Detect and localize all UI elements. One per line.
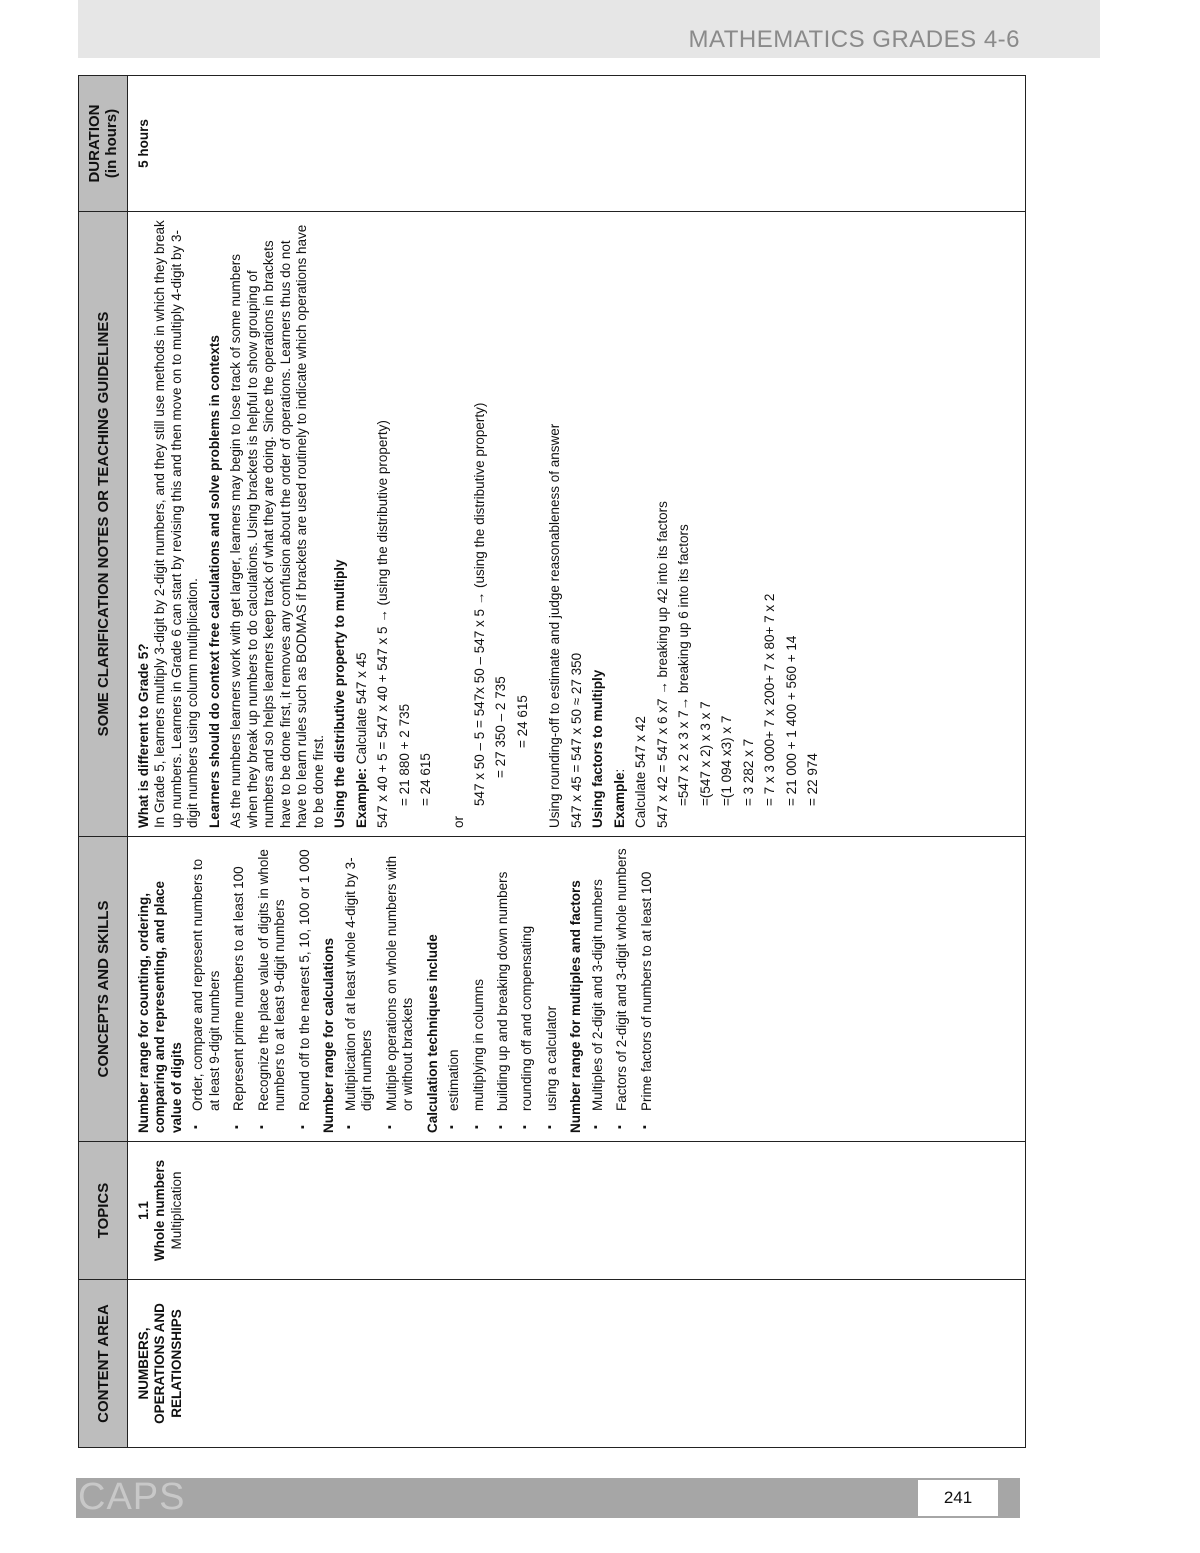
list-item: ▪ rounding off and compensating bbox=[519, 845, 535, 1133]
list-item: ▪ Multiple operations on whole numbers with or without brackets bbox=[384, 845, 417, 1133]
list-item: ▪ Prime factors of numbers to at least 100 bbox=[639, 845, 655, 1133]
header-duration-line1: DURATION bbox=[86, 104, 103, 183]
rotated-page-content bbox=[78, 76, 1026, 1448]
table-row bbox=[128, 76, 1026, 1448]
calc-line: = 7 x 3 000+ 7 x 200+ 7 x 80+ 7 x 2 bbox=[762, 593, 778, 806]
calc-line: = 21 880 + 2 735 bbox=[396, 703, 412, 806]
header-notes: SOME CLARIFICATION NOTES OR TEACHING GUIDELINES bbox=[79, 212, 128, 837]
calc-line: =547 x 2 x 3 x 7→ breaking up 6 into its factors bbox=[676, 524, 692, 806]
notes-paragraph-4: 547 x 45 = 547 x 50 ≈ 27 350 bbox=[568, 652, 584, 828]
page-number: 241 bbox=[918, 1480, 998, 1516]
example-label: Example: bbox=[353, 767, 369, 828]
list-item: ▪ Round off to the nearest 5, 10, 100 or 1 000 bbox=[297, 845, 313, 1133]
calc-line: = 24 615 bbox=[418, 753, 434, 806]
calc-line: = 22 974 bbox=[805, 753, 820, 806]
calc-line: =(547 x 2) x 3 x 7 bbox=[697, 701, 713, 806]
topic-cell bbox=[128, 1142, 1026, 1280]
duration-cell bbox=[128, 76, 1026, 212]
concepts-list-4 bbox=[590, 845, 655, 1133]
notes-paragraph-2: As the numbers learners work with get larger, learners may begin to lose track of some numbers when they break up numbers to do calculations. Using brackets is helpful to show grouping of numbers and so helps learners keep track of what they are doing. Since the operations in brackets have to be done first, it removes any confusion about the order of operations. Learners thus do not have to learn rules such as BODMAS if brackets are used routinely to indicate which operations have to be done first. bbox=[228, 224, 326, 828]
calc-line: = 21 000 + 1 400 + 560 + 14 bbox=[783, 635, 799, 806]
calc-line: = 27 350 – 2 735 bbox=[493, 676, 509, 778]
notes-heading-contexts: Learners should do context free calculations and solve problems in contexts bbox=[206, 335, 222, 828]
list-item: ▪ building up and breaking down numbers bbox=[495, 845, 511, 1133]
concepts-heading-4: Number range for multiples and factors bbox=[568, 880, 584, 1133]
footer-bar bbox=[76, 1478, 1020, 1518]
concepts-heading-1: Number range for counting, ordering, comparing and representing, and place value of digits bbox=[136, 880, 184, 1133]
notes-paragraph-3: Using rounding-off to estimate and judge reasonableness of answer bbox=[547, 423, 563, 828]
notes-example-3 bbox=[612, 220, 628, 828]
curriculum-table-wrapper bbox=[78, 76, 1026, 1448]
topic-name: Whole numbers bbox=[152, 1159, 168, 1262]
table-header-row bbox=[79, 76, 128, 1448]
notes-cell bbox=[128, 212, 1026, 837]
header-topics: TOPICS bbox=[79, 1142, 128, 1280]
header-duration-line2: (in hours) bbox=[103, 108, 120, 179]
concepts-list-1 bbox=[190, 845, 313, 1133]
concepts-cell bbox=[128, 837, 1026, 1142]
notes-question: What is different to Grade 5? bbox=[136, 643, 151, 828]
calc-line: = 24 615 bbox=[514, 695, 530, 748]
calc-line: = 3 282 x 7 bbox=[740, 738, 756, 806]
list-item: ▪ Represent prime numbers to at least 100 bbox=[231, 845, 247, 1133]
list-item: ▪ using a calculator bbox=[544, 845, 560, 1133]
notes-paragraph-1: In Grade 5, learners multiply 3-digit by 2-digit numbers, and they still use methods in which they break up numbers. Learners in Grade 6 can start by revising this and then move on to multiply 4-digit by 3-digit numbers using column multiplication. bbox=[152, 220, 201, 828]
calc-line: 547 x 40 + 5 = 547 x 40 + 547 x 5 → (using the distributive property) bbox=[375, 420, 391, 828]
concepts-list-2 bbox=[343, 845, 417, 1133]
list-item: ▪ Order, compare and represent numbers to at least 9-digit numbers bbox=[190, 845, 223, 1133]
topic-sub: Multiplication bbox=[168, 1171, 184, 1250]
list-item: ▪ Multiples of 2-digit and 3-digit numbers bbox=[590, 845, 606, 1133]
content-area-cell bbox=[128, 1280, 1026, 1448]
notes-example-1 bbox=[354, 220, 370, 828]
notes-heading-distributive: Using the distributive property to multiply bbox=[332, 559, 348, 828]
example-text: Calculate 547 x 45 bbox=[353, 652, 369, 768]
header-duration bbox=[79, 76, 128, 212]
concepts-heading-3: Calculation techniques include bbox=[424, 934, 440, 1133]
page-header-title: MATHEMATICS GRADES 4-6 bbox=[688, 26, 1020, 53]
list-item: ▪ multiplying in columns bbox=[471, 845, 487, 1133]
example-label: Example bbox=[611, 772, 627, 828]
list-item: ▪ estimation bbox=[446, 845, 462, 1133]
list-item: ▪ Factors of 2-digit and 3-digit whole numbers bbox=[614, 845, 630, 1133]
example-colon: : bbox=[611, 768, 627, 773]
curriculum-table bbox=[78, 75, 1026, 1448]
concepts-heading-2: Number range for calculations bbox=[321, 937, 337, 1133]
calc-line: 547 x 50 – 5 = 547x 50 – 547 x 5 → (using the distributive property) bbox=[471, 402, 487, 806]
calc-line: 547 x 42 = 547 x 6 x7 → breaking up 42 into its factors bbox=[654, 501, 670, 828]
concepts-list-3 bbox=[446, 845, 560, 1133]
duration-value: 5 hours bbox=[136, 119, 151, 168]
topic-number: 1.1 bbox=[136, 1201, 151, 1220]
calc-line: Calculate 547 x 42 bbox=[633, 716, 649, 828]
header-content-area: CONTENT AREA bbox=[79, 1280, 128, 1448]
calc-line: =(1 094 x3) x 7 bbox=[719, 715, 735, 806]
content-area-text: NUMBERS, OPERATIONS AND RELATIONSHIPS bbox=[136, 1303, 184, 1424]
list-item: ▪ Multiplication of at least whole 4-digit by 3-digit numbers bbox=[343, 845, 376, 1133]
list-item: ▪ Recognize the place value of digits in whole numbers to at least 9-digit numbers bbox=[256, 845, 289, 1133]
or-text: or bbox=[450, 815, 466, 828]
header-concepts: CONCEPTS AND SKILLS bbox=[79, 837, 128, 1142]
footer-caps-brand: CAPS bbox=[78, 1476, 186, 1518]
notes-heading-factors: Using factors to multiply bbox=[590, 669, 606, 828]
